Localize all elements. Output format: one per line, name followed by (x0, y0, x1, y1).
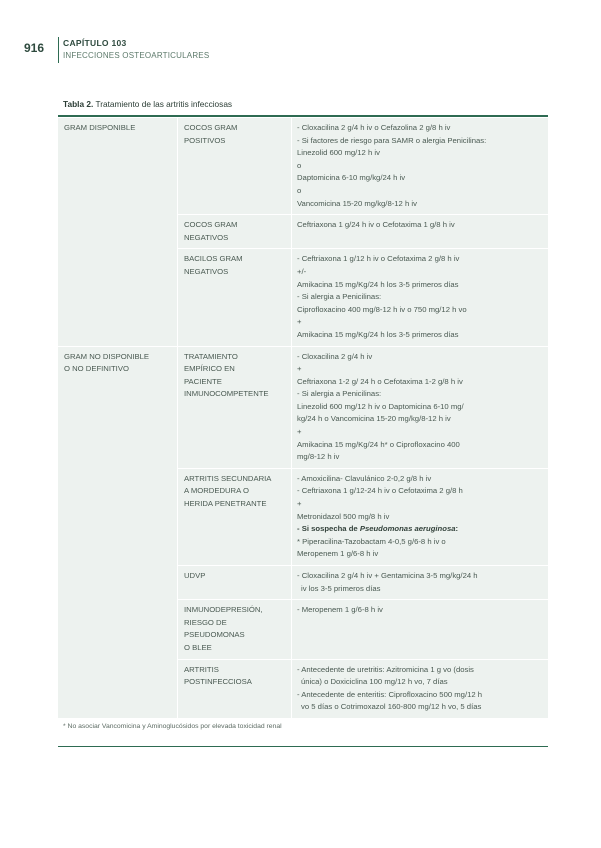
treatment-line: o (297, 160, 302, 170)
treatment-cell (292, 566, 549, 600)
type-cell (178, 600, 292, 659)
treatment-line: Metronidazol 500 mg/8 h iv (297, 511, 390, 521)
treatment-line: única) o Doxiciclina 100 mg/12 h vo, 7 días (301, 677, 448, 687)
type-line: ARTRITIS (184, 664, 219, 674)
treatment-line: + (297, 317, 302, 327)
type-cell (178, 249, 292, 346)
treatment-line: - Amoxicilina- Clavulánico 2-0,2 g/8 h iv (297, 473, 432, 483)
treatment-line: Vancomicina 15-20 mg/kg/8-12 h iv (297, 198, 417, 208)
treatment-line: - Si factores de riesgo para SAMR o alergia Penicilinas: (297, 135, 487, 145)
treatment-line: Ciprofloxacino 400 mg/8-12 h iv o 750 mg/12 h vo (297, 304, 467, 314)
treatment-cell (292, 215, 549, 249)
type-line: POSTINFECCIOSA (184, 677, 252, 687)
type-line: BACILOS GRAM (184, 254, 243, 264)
treatment-line: Amikacina 15 mg/Kg/24 h los 3-5 primeros días (297, 329, 459, 339)
type-cell (178, 468, 292, 565)
treatment-cell (292, 346, 549, 468)
treatment-line: kg/24 h o Vancomicina 15-20 mg/kg/8-12 h iv (297, 414, 451, 424)
treatment-line: Daptomicina 6-10 mg/kg/24 h iv (297, 173, 406, 183)
treatment-line: iv los 3-5 primeros días (301, 583, 381, 593)
type-line: INMUNODEPRESIÓN, (184, 605, 263, 615)
treatment-line: Linezolid 600 mg/12 h iv o Daptomicina 6-10 mg/ (297, 401, 464, 411)
type-cell (178, 659, 292, 718)
pseudomonas-prefix: - Si sospecha de (297, 524, 360, 534)
chapter-subtitle: INFECCIONES OSTEOARTICULARES (63, 51, 210, 60)
table-row (58, 118, 548, 215)
treatment-line: - Cloxacilina 2 g/4 h iv (297, 351, 373, 361)
type-line: INMUNOCOMPETENTE (184, 389, 269, 399)
type-line: A MORDEDURA O (184, 486, 249, 496)
group-cell-gram-no-disponible (58, 346, 178, 718)
treatment-line: - Meropenem 1 g/6-8 h iv (297, 605, 383, 615)
treatment-line: * Piperacilina-Tazobactam 4-0,5 g/6-8 h iv o (297, 536, 446, 546)
type-line: ARTRITIS SECUNDARIA (184, 473, 272, 483)
pseudomonas-line (297, 523, 543, 536)
treatment-line: Meropenem 1 g/6-8 h iv (297, 549, 379, 559)
treatment-line: - Antecedente de uretritis: Azitromicina 1 g vo (dosis (297, 664, 474, 674)
group-label: GRAM NO DISPONIBLE (64, 351, 150, 361)
treatment-line: - Si alergia a Penicilinas: (297, 389, 382, 399)
group-label: GRAM DISPONIBLE (64, 123, 136, 132)
treatment-line: mg/8-12 h iv (297, 452, 340, 462)
type-line: POSITIVOS (184, 135, 226, 145)
type-line: PACIENTE (184, 376, 222, 386)
treatment-line: - Antecedente de enteritis: Ciprofloxacino 500 mg/12 h (297, 689, 483, 699)
table-footnote: * No asociar Vancomicina y Aminoglucósidos por elevada toxicidad renal (63, 723, 282, 730)
table-row (58, 346, 548, 468)
treatment-cell (292, 468, 549, 565)
treatment-cell (292, 118, 549, 215)
type-line: RIESGO DE (184, 617, 227, 627)
treatment-line: o (297, 185, 302, 195)
treatment-line: Ceftriaxona 1-2 g/ 24 h o Cefotaxima 1-2 g/8 h iv (297, 376, 463, 386)
type-line: COCOS GRAM (184, 123, 238, 132)
pseudomonas-species: Pseudomonas aeruginosa (359, 524, 456, 534)
table-title-text: Tratamiento de las artritis infecciosas (95, 99, 233, 109)
chapter-title: CAPÍTULO 103 (63, 38, 127, 48)
type-line: HERIDA PENETRANTE (184, 499, 267, 509)
treatment-line: vo 5 días o Cotrimoxazol 160-800 mg/12 h vo, 5 días (301, 702, 482, 712)
treatment-line: - Cloxacilina 2 g/4 h iv + Gentamicina 3-5 mg/kg/24 h (297, 571, 478, 580)
treatment-line: + (297, 427, 302, 437)
treatment-line: Linezolid 600 mg/12 h iv (297, 148, 380, 158)
type-line: UDVP (184, 571, 206, 580)
type-line: TRATAMIENTO (184, 351, 238, 361)
treatment-cell (292, 659, 549, 718)
type-cell (178, 346, 292, 468)
treatment-table (58, 118, 548, 719)
type-line: COCOS GRAM (184, 220, 238, 230)
treatment-line: - Ceftriaxona 1 g/12 h iv o Cefotaxima 2 g/8 h iv (297, 254, 460, 264)
treatment-line: +/- (297, 266, 307, 276)
treatment-line: + (297, 499, 302, 509)
type-line: NEGATIVOS (184, 266, 229, 276)
treatment-line: - Ceftriaxona 1 g/12-24 h iv o Cefotaxima 2 g/8 h (297, 486, 463, 496)
treatment-line: Amikacina 15 mg/Kg/24 h los 3-5 primeros días (297, 279, 459, 289)
treatment-cell (292, 600, 549, 659)
type-line: EMPÍRICO EN (184, 364, 235, 374)
group-label: O NO DEFINITIVO (64, 364, 129, 374)
page-number: 916 (24, 41, 45, 55)
table-top-rule (58, 115, 548, 117)
table-caption (63, 99, 232, 109)
type-line: PSEUDOMONAS (184, 630, 245, 640)
type-cell (178, 566, 292, 600)
group-cell-gram-disponible (58, 118, 178, 346)
type-cell (178, 215, 292, 249)
treatment-line: Amikacina 15 mg/Kg/24 h* o Ciprofloxacino 400 (297, 439, 460, 449)
treatment-line: - Si alergia a Penicilinas: (297, 292, 382, 302)
type-line: NEGATIVOS (184, 232, 229, 242)
type-cell (178, 118, 292, 215)
treatment-line: Ceftriaxona 1 g/24 h iv o Cefotaxima 1 g/8 h iv (297, 220, 455, 230)
pseudomonas-suffix: : (455, 524, 459, 534)
treatment-cell (292, 249, 549, 346)
table-label: Tabla 2. (63, 99, 94, 109)
type-line: O BLEE (184, 642, 212, 652)
table-bottom-rule (58, 746, 548, 747)
header-divider (58, 37, 59, 63)
treatment-line: + (297, 364, 302, 374)
treatment-line: - Cloxacilina 2 g/4 h iv o Cefazolina 2 g/8 h iv (297, 123, 451, 132)
